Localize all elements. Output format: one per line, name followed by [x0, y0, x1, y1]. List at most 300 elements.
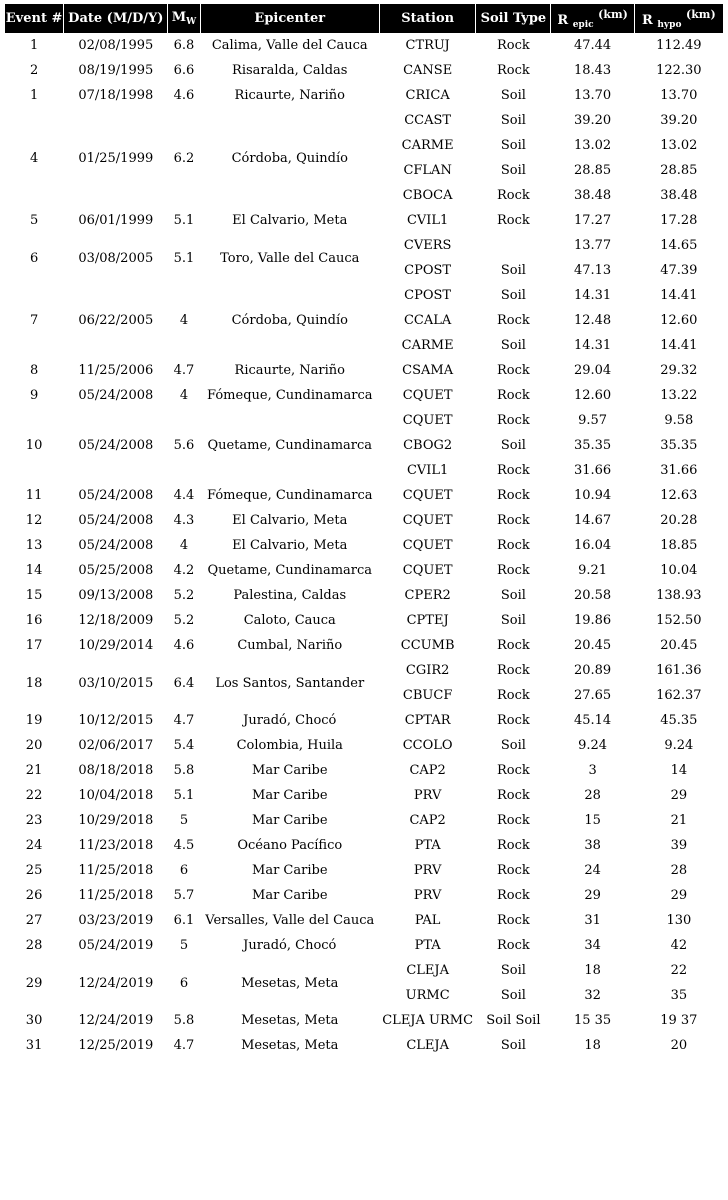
header-magnitude-sub: W — [186, 17, 197, 27]
date-cell: 08/19/1995 — [78, 63, 154, 78]
table-body — [5, 33, 723, 1058]
magnitude-cell: 5.2 — [173, 613, 195, 628]
date-cell: 02/08/1995 — [78, 38, 154, 53]
header-event: Event # — [5, 4, 63, 33]
r-hypo-cell: 28 — [670, 863, 688, 878]
soil-type-cell: Soil — [500, 1038, 526, 1053]
header-soil-type: Soil Type — [476, 4, 550, 33]
event-number-cell: 22 — [25, 788, 43, 803]
soil-type-cell: Rock — [496, 838, 530, 853]
magnitude-cell: 5.1 — [173, 250, 195, 266]
event-number-cell: 14 — [25, 563, 43, 578]
r-hypo-cell: 17.28 — [660, 213, 698, 228]
date-cell: 11/23/2018 — [78, 838, 154, 853]
header-date: Date (M/D/Y) — [64, 4, 167, 33]
event-number-cell: 24 — [25, 838, 43, 853]
r-epic-cell: 39.20 — [573, 113, 612, 128]
r-hypo-cell: 13.02 — [660, 138, 698, 153]
date-cell: 10/12/2015 — [78, 713, 154, 728]
station-cell: CLEJA URMC — [382, 1013, 474, 1028]
event-number-cell: 18 — [25, 675, 43, 691]
header-r-epic — [551, 4, 633, 33]
soil-type-cell: Rock — [496, 538, 530, 553]
station-cell: CPOST — [404, 288, 452, 303]
earthquake-table-container — [4, 4, 724, 1058]
event-number-cell: 19 — [25, 713, 43, 728]
r-epic-cell: 29 — [584, 888, 601, 903]
magnitude-cell: 6 — [179, 975, 189, 991]
epicenter-cell: Quetame, Cundinamarca — [207, 438, 373, 453]
r-epic-cell: 9.57 — [578, 413, 608, 428]
date-cell: 03/10/2015 — [78, 675, 154, 691]
r-epic-cell: 17.27 — [573, 213, 612, 228]
r-hypo-cell: 12.63 — [660, 488, 698, 503]
r-hypo-cell: 31.66 — [660, 463, 698, 478]
event-number-cell: 27 — [25, 913, 43, 928]
soil-type-cell: Soil Soil — [486, 1013, 541, 1028]
epicenter-cell: Córdoba, Quindío — [231, 150, 348, 166]
date-cell: 05/24/2008 — [78, 438, 154, 453]
magnitude-cell: 4.6 — [173, 88, 195, 103]
epicenter-cell: Mar Caribe — [252, 888, 328, 903]
r-hypo-cell: 13.70 — [660, 88, 698, 103]
date-cell: 05/24/2008 — [78, 513, 154, 528]
soil-type-cell: Rock — [496, 63, 530, 78]
header-r-epic-unit: (km) — [598, 7, 628, 21]
event-number-cell: 1 — [29, 88, 39, 103]
header-row — [5, 4, 723, 33]
event-number-cell: 25 — [25, 863, 43, 878]
r-hypo-cell: 45.35 — [660, 713, 698, 728]
table-row — [5, 1033, 723, 1058]
soil-type-cell: Rock — [496, 463, 530, 478]
r-epic-cell: 10.94 — [573, 488, 612, 503]
table-row — [5, 808, 723, 833]
epicenter-cell: Cumbal, Nariño — [237, 638, 343, 653]
r-epic-cell: 31 — [584, 913, 601, 928]
r-epic-cell: 13.77 — [573, 238, 612, 253]
event-number-cell: 7 — [29, 313, 39, 328]
station-cell: CARME — [401, 338, 454, 353]
station-cell: CAP2 — [409, 813, 446, 828]
magnitude-cell: 4.3 — [173, 513, 195, 528]
r-epic-cell: 14.67 — [573, 513, 612, 528]
table-row — [5, 833, 723, 858]
soil-type-cell: Soil — [500, 588, 526, 603]
event-number-cell: 29 — [25, 975, 43, 991]
soil-type-cell: Soil — [500, 963, 526, 978]
r-epic-cell: 18.43 — [573, 63, 612, 78]
r-hypo-cell: 42 — [670, 938, 688, 953]
r-hypo-cell: 47.39 — [660, 263, 698, 278]
magnitude-cell: 4.7 — [173, 713, 195, 728]
r-epic-cell: 32 — [584, 988, 601, 1003]
r-epic-cell: 47.44 — [573, 38, 612, 53]
r-hypo-cell: 39 — [670, 838, 688, 853]
header-r-epic-main: R — [557, 12, 569, 28]
date-cell: 05/24/2008 — [78, 488, 154, 503]
magnitude-cell: 4 — [179, 388, 189, 403]
r-epic-cell: 45.14 — [573, 713, 612, 728]
soil-type-cell: Soil — [500, 613, 526, 628]
soil-type-cell: Rock — [496, 788, 530, 803]
r-epic-cell: 9.24 — [578, 738, 608, 753]
table-row — [5, 733, 723, 758]
r-epic-cell: 14.31 — [573, 338, 612, 353]
date-cell: 05/25/2008 — [78, 563, 154, 578]
soil-type-cell: Rock — [496, 713, 530, 728]
event-number-cell: 31 — [25, 1038, 43, 1053]
table-row — [5, 908, 723, 933]
station-cell: CSAMA — [402, 363, 454, 378]
event-number-cell: 26 — [25, 888, 43, 903]
event-number-cell: 9 — [29, 388, 39, 403]
r-epic-cell: 29.04 — [573, 363, 612, 378]
station-cell: PRV — [413, 888, 442, 903]
table-row — [5, 283, 723, 308]
r-hypo-cell: 29.32 — [660, 363, 698, 378]
soil-type-cell: Soil — [500, 988, 526, 1003]
station-cell: PAL — [414, 913, 441, 928]
r-hypo-cell: 122.30 — [656, 63, 702, 78]
station-cell: CVIL1 — [406, 213, 449, 228]
date-cell: 10/29/2018 — [78, 813, 154, 828]
table-row — [5, 208, 723, 233]
date-cell: 11/25/2018 — [78, 863, 154, 878]
r-hypo-cell: 10.04 — [660, 563, 698, 578]
date-cell: 05/24/2008 — [78, 388, 154, 403]
r-epic-cell: 24 — [584, 863, 601, 878]
event-number-cell: 5 — [29, 213, 39, 228]
r-epic-cell: 18 — [584, 963, 601, 978]
r-hypo-cell: 38.48 — [660, 188, 698, 203]
magnitude-cell: 4.4 — [173, 488, 195, 503]
r-hypo-cell: 20.45 — [660, 638, 698, 653]
event-number-cell: 2 — [29, 63, 39, 78]
r-hypo-cell: 138.93 — [656, 588, 702, 603]
epicenter-cell: Calima, Valle del Cauca — [211, 38, 368, 53]
magnitude-cell: 4 — [179, 538, 189, 553]
epicenter-cell: Ricaurte, Nariño — [234, 88, 345, 103]
station-cell: CAP2 — [409, 763, 446, 778]
soil-type-cell: Soil — [500, 263, 526, 278]
event-number-cell: 8 — [29, 363, 39, 378]
epicenter-cell: Fómeque, Cundinamarca — [207, 488, 373, 503]
magnitude-cell: 6 — [179, 863, 189, 878]
soil-type-cell: Rock — [496, 863, 530, 878]
date-cell: 08/18/2018 — [78, 763, 154, 778]
station-cell: PRV — [413, 788, 442, 803]
table-row — [5, 658, 723, 683]
magnitude-cell: 5.8 — [173, 1013, 195, 1028]
date-cell: 02/06/2017 — [78, 738, 154, 753]
epicenter-cell: Juradó, Chocó — [243, 938, 337, 953]
epicenter-cell: El Calvario, Meta — [232, 513, 348, 528]
r-hypo-cell: 39.20 — [660, 113, 698, 128]
r-epic-cell: 18 — [584, 1038, 601, 1053]
r-epic-cell: 38.48 — [573, 188, 612, 203]
r-hypo-cell: 18.85 — [660, 538, 698, 553]
date-cell: 12/25/2019 — [78, 1038, 154, 1053]
table-row — [5, 108, 723, 133]
station-cell: CPTAR — [404, 713, 451, 728]
event-number-cell: 15 — [25, 588, 43, 603]
magnitude-cell: 6.6 — [173, 63, 195, 78]
table-row — [5, 533, 723, 558]
epicenter-cell: Los Santos, Santander — [215, 675, 365, 691]
r-epic-cell: 38 — [584, 838, 601, 853]
r-epic-cell: 16.04 — [573, 538, 612, 553]
station-cell: CCOLO — [402, 738, 453, 753]
magnitude-cell: 6.4 — [173, 675, 195, 691]
epicenter-cell: Quetame, Cundinamarca — [207, 563, 373, 578]
event-number-cell: 20 — [25, 738, 43, 753]
soil-type-cell: Soil — [500, 438, 526, 453]
r-hypo-cell: 35.35 — [660, 438, 698, 453]
event-number-cell: 11 — [25, 488, 43, 503]
soil-type-cell: Rock — [496, 313, 530, 328]
r-hypo-cell: 28.85 — [660, 163, 698, 178]
table-row — [5, 958, 723, 983]
table-row — [5, 758, 723, 783]
soil-type-cell: Rock — [496, 413, 530, 428]
header-r-epic-sub: epic — [572, 19, 594, 30]
epicenter-cell: Juradó, Chocó — [243, 713, 337, 728]
station-cell: CCUMB — [400, 638, 455, 653]
date-cell: 10/04/2018 — [78, 788, 154, 803]
r-epic-cell: 12.60 — [573, 388, 612, 403]
epicenter-cell: Caloto, Cauca — [243, 613, 336, 628]
station-cell: CQUET — [402, 413, 453, 428]
r-epic-cell: 19.86 — [573, 613, 612, 628]
table-row — [5, 858, 723, 883]
r-epic-cell: 31.66 — [573, 463, 612, 478]
station-cell: CRICA — [405, 88, 450, 103]
date-cell: 03/23/2019 — [78, 913, 154, 928]
magnitude-cell: 5 — [179, 813, 189, 828]
r-hypo-cell: 14.41 — [660, 288, 698, 303]
date-cell: 10/29/2014 — [78, 638, 154, 653]
soil-type-cell: Rock — [496, 563, 530, 578]
station-cell: CPTEJ — [406, 613, 449, 628]
soil-type-cell: Rock — [496, 663, 530, 678]
table-row — [5, 508, 723, 533]
event-number-cell: 21 — [25, 763, 43, 778]
r-hypo-cell: 13.22 — [660, 388, 698, 403]
earthquake-records-table — [4, 4, 724, 1058]
epicenter-cell: Fómeque, Cundinamarca — [207, 388, 373, 403]
station-cell: CQUET — [402, 538, 453, 553]
soil-type-cell: Rock — [496, 388, 530, 403]
epicenter-cell: Ricaurte, Nariño — [234, 363, 345, 378]
epicenter-cell: Océano Pacífico — [237, 838, 343, 853]
header-r-hypo-unit: (km) — [685, 7, 716, 21]
magnitude-cell: 6.8 — [173, 38, 195, 53]
table-row — [5, 233, 723, 258]
magnitude-cell: 4.2 — [173, 563, 195, 578]
soil-type-cell: Rock — [496, 763, 530, 778]
soil-type-cell — [476, 233, 550, 258]
r-hypo-cell: 112.49 — [656, 38, 702, 53]
date-cell: 05/24/2019 — [78, 938, 154, 953]
soil-type-cell: Soil — [500, 88, 526, 103]
r-hypo-cell: 29 — [670, 788, 688, 803]
soil-type-cell: Soil — [500, 163, 526, 178]
soil-type-cell: Soil — [500, 738, 526, 753]
r-hypo-cell: 152.50 — [656, 613, 702, 628]
r-epic-cell: 3 — [588, 763, 597, 778]
r-epic-cell: 15 — [584, 813, 601, 828]
table-row — [5, 933, 723, 958]
soil-type-cell: Rock — [496, 888, 530, 903]
epicenter-cell: El Calvario, Meta — [232, 213, 348, 228]
r-epic-cell: 20.58 — [573, 588, 612, 603]
header-magnitude — [168, 4, 199, 33]
magnitude-cell: 5.7 — [173, 888, 195, 903]
magnitude-cell: 4.7 — [173, 1038, 195, 1053]
soil-type-cell: Rock — [496, 188, 530, 203]
r-epic-cell: 34 — [584, 938, 601, 953]
r-epic-cell: 12.48 — [573, 313, 612, 328]
event-number-cell: 4 — [29, 150, 39, 166]
r-epic-cell: 20.89 — [573, 663, 612, 678]
header-magnitude-main: M — [171, 10, 187, 25]
epicenter-cell: Toro, Valle del Cauca — [220, 250, 360, 266]
soil-type-cell: Soil — [500, 138, 526, 153]
r-hypo-cell: 14 — [670, 763, 688, 778]
station-cell: CTRUJ — [405, 38, 450, 53]
date-cell: 05/24/2008 — [78, 538, 154, 553]
table-header — [5, 4, 723, 33]
event-number-cell: 23 — [25, 813, 43, 828]
epicenter-cell: Mesetas, Meta — [241, 1013, 339, 1028]
magnitude-cell: 4.6 — [173, 638, 195, 653]
date-cell: 01/25/1999 — [78, 150, 154, 166]
header-epicenter: Epicenter — [201, 4, 380, 33]
epicenter-cell: El Calvario, Meta — [232, 538, 348, 553]
epicenter-cell: Colombia, Huila — [236, 738, 343, 753]
r-epic-cell: 28.85 — [573, 163, 612, 178]
event-number-cell: 17 — [25, 638, 43, 653]
event-number-cell: 28 — [25, 938, 43, 953]
epicenter-cell: Mesetas, Meta — [241, 975, 339, 991]
station-cell: CFLAN — [403, 163, 452, 178]
r-hypo-cell: 14.41 — [660, 338, 698, 353]
soil-type-cell: Rock — [496, 688, 530, 703]
date-cell: 06/01/1999 — [78, 213, 154, 228]
date-cell: 12/24/2019 — [78, 975, 154, 991]
date-cell: 11/25/2006 — [78, 363, 154, 378]
r-hypo-cell: 130 — [666, 913, 692, 928]
station-cell: CBOG2 — [403, 438, 453, 453]
soil-type-cell: Rock — [496, 813, 530, 828]
r-hypo-cell: 21 — [670, 813, 688, 828]
r-hypo-cell: 29 — [670, 888, 688, 903]
r-epic-cell: 15 35 — [573, 1013, 612, 1028]
date-cell: 12/18/2009 — [78, 613, 154, 628]
magnitude-cell: 4.5 — [173, 838, 195, 853]
soil-type-cell: Rock — [496, 513, 530, 528]
station-cell: CQUET — [402, 488, 453, 503]
epicenter-cell: Mar Caribe — [252, 863, 328, 878]
event-number-cell: 1 — [29, 38, 39, 53]
soil-type-cell: Rock — [496, 638, 530, 653]
station-cell: CQUET — [402, 388, 453, 403]
epicenter-cell: Mar Caribe — [252, 813, 328, 828]
header-r-hypo-main: R — [642, 12, 653, 28]
station-cell: CBUCF — [402, 688, 453, 703]
station-cell: CLEJA — [406, 963, 449, 978]
event-number-cell: 30 — [25, 1013, 43, 1028]
magnitude-cell: 6.2 — [173, 150, 195, 166]
r-hypo-cell: 12.60 — [660, 313, 698, 328]
r-epic-cell: 9.21 — [578, 563, 608, 578]
date-cell: 07/18/1998 — [78, 88, 154, 103]
date-cell: 12/24/2019 — [78, 1013, 154, 1028]
station-cell: CCALA — [403, 313, 452, 328]
table-row — [5, 633, 723, 658]
header-r-hypo — [635, 4, 723, 33]
r-epic-cell: 28 — [584, 788, 601, 803]
table-row — [5, 33, 723, 58]
epicenter-cell: Mesetas, Meta — [241, 1038, 339, 1053]
r-hypo-cell: 20.28 — [660, 513, 698, 528]
table-row — [5, 483, 723, 508]
r-hypo-cell: 22 — [670, 963, 688, 978]
magnitude-cell: 5.6 — [173, 438, 195, 453]
r-hypo-cell: 35 — [670, 988, 688, 1003]
r-hypo-cell: 9.24 — [664, 738, 694, 753]
r-epic-cell: 27.65 — [573, 688, 612, 703]
epicenter-cell: Mar Caribe — [252, 763, 328, 778]
station-cell: PTA — [414, 838, 441, 853]
event-number-cell: 13 — [25, 538, 43, 553]
r-epic-cell: 14.31 — [573, 288, 612, 303]
date-cell: 03/08/2005 — [78, 250, 154, 266]
soil-type-cell: Rock — [496, 938, 530, 953]
table-row — [5, 58, 723, 83]
station-cell: CGIR2 — [405, 663, 450, 678]
table-row — [5, 408, 723, 433]
magnitude-cell: 4 — [179, 313, 189, 328]
station-cell: CPOST — [404, 263, 452, 278]
r-hypo-cell: 161.36 — [656, 663, 702, 678]
station-cell: CPER2 — [404, 588, 451, 603]
epicenter-cell: Palestina, Caldas — [233, 588, 347, 603]
station-cell: PTA — [414, 938, 441, 953]
magnitude-cell: 4.7 — [173, 363, 195, 378]
r-hypo-cell: 9.58 — [664, 413, 694, 428]
station-cell: CANSE — [403, 63, 453, 78]
magnitude-cell: 5.4 — [173, 738, 195, 753]
magnitude-cell: 5 — [179, 938, 189, 953]
date-cell: 11/25/2018 — [78, 888, 154, 903]
soil-type-cell: Rock — [496, 913, 530, 928]
table-row — [5, 383, 723, 408]
event-number-cell: 16 — [25, 613, 43, 628]
magnitude-cell: 5.2 — [173, 588, 195, 603]
soil-type-cell: Rock — [496, 38, 530, 53]
table-row — [5, 358, 723, 383]
station-cell: CBOCA — [402, 188, 453, 203]
magnitude-cell: 6.1 — [173, 913, 195, 928]
table-row — [5, 783, 723, 808]
table-row — [5, 608, 723, 633]
event-number-cell: 12 — [25, 513, 43, 528]
table-row — [5, 558, 723, 583]
epicenter-cell: Córdoba, Quindío — [231, 313, 348, 328]
soil-type-cell: Rock — [496, 488, 530, 503]
